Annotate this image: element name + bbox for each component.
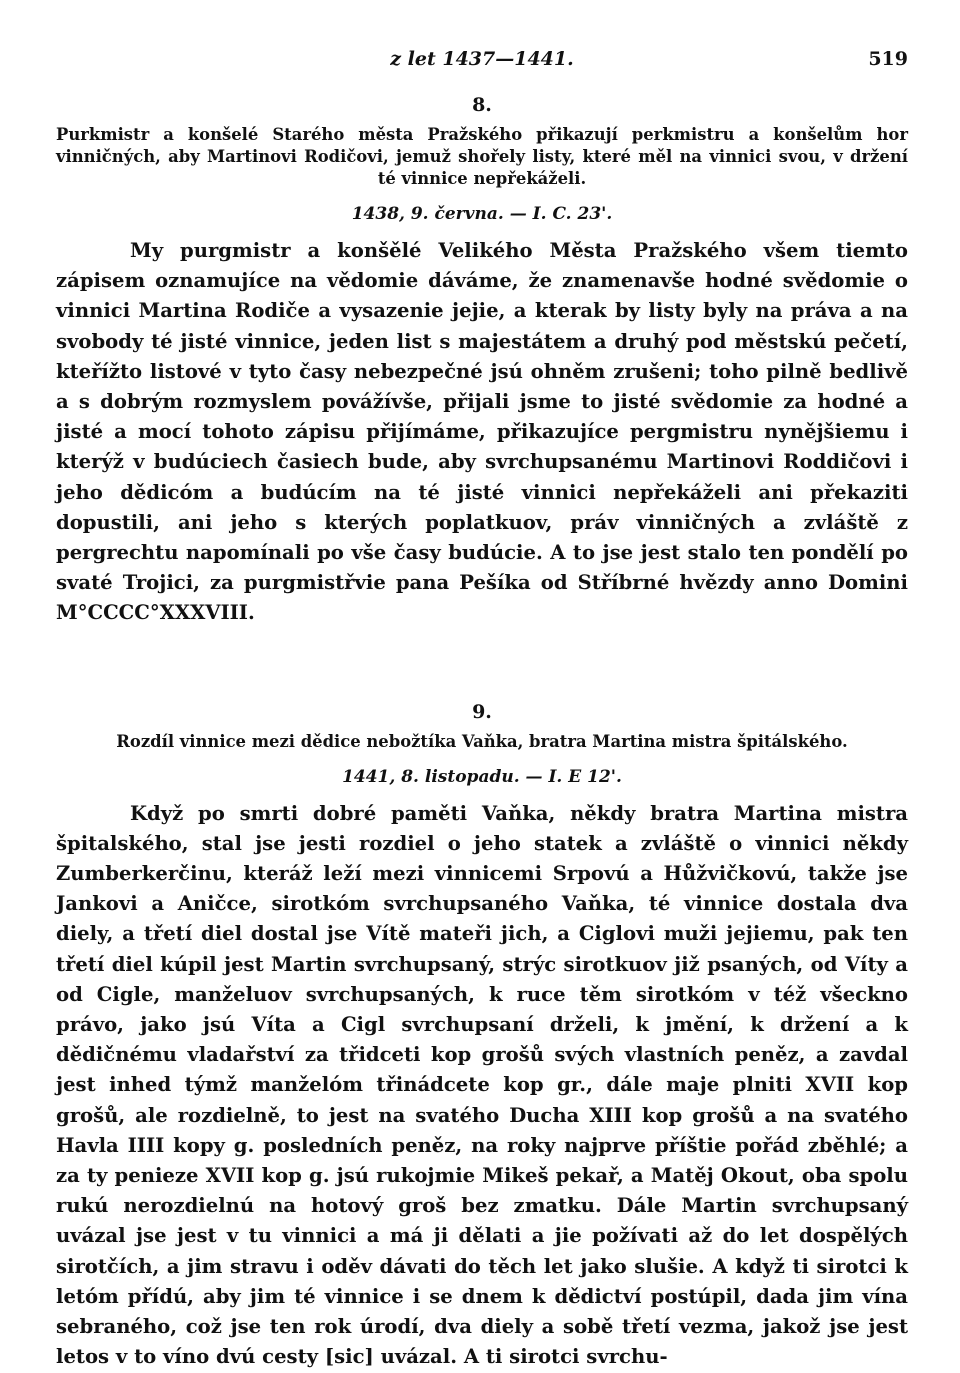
running-head	[56, 40, 908, 80]
document-text: Když po smrti dobré paměti Vaňka, někdy bratra Martina mistra špitalského, stal jse jesti rozdiel o jeho statek a zvláště o vinnici někdy Zumberkerčinu, kteráž leží mezi vinnicemi Srpovú a Hůžvičkovú, takže jse Jankovi a Aničce, sirotkóm svrchupsaného Vaňka, té vinnice dostala dva diely, a třetí diel dostal jse Vítě mateři jich, a Ciglovi muži jejiemu, pak ten třetí diel kúpil jest Martin svrchupsaný, strýc sirotkuov již psaných, od Víty a od Cigle, manželuov svrchupsaných, k ruce těm sirotkóm v též všeckno právo, jako jsú Víta a Cigl svrchupsaní drželi, k jmění, k držení a k dědičnému vladařství za třidceti kop grošů svých vlastních peněz, a zavdal jest inhed týmž manželóm třinádcete kop gr., dále maje plniti XVII kop grošů, ale rozdielně, to jest na svatého Ducha XIII kop grošů a na svatého Havla IIII kopy g. posledních peněz, na roky najprve příštie pořád zběhlé; a za ty penieze XVII kop g. jsú rukojmie Mikeš pekař, a Matěj Okout, oba spolu rukú nerozdielnú na hotový groš bez zmatku. Dále Martin svrchupsaný uvázal jse jest v tu vinnici a má ji dělati a jie požívati až do let dospělých sirotčích, a jim stravu i oděv dávati do těch let jako slušie. A když ti sirotci k letóm přídú, aby jim té vinnice i se dnem k dědictví postúpil, dada jim vína sebraného, což jse ten rok úrodí, dva diely a sobě třetí vezma, jakož jse jest letos v to víno dvú cesty [sic] uvázal. A ti sirotci svrchu-	[56, 801, 908, 1369]
running-title: z let 1437—1441.	[390, 48, 574, 70]
document-9	[56, 701, 908, 1373]
section-spacer	[56, 629, 908, 687]
document-page	[56, 40, 908, 1373]
document-number: 8.	[472, 94, 492, 116]
document-text: My purgmistr a konšělé Velikého Města Pražského všem tiemto zápisem oznamujíce na vědomie dáváme, že znamenavše hodné svědomie o vinnici Martina Rodiče a vysazenie jejie, a kterak by listy byly na práva a na svobody té jisté vinnice, jeden list s majestátem a druhý pod městskú pečetí, kteřížto listové v tyto časy nebezpečné jsú ohněm zrušeni; toho pilně bedlivě a s dobrým rozmyslem povážívše, přijali jsme to jisté svědomie za hodné a jisté a mocí tohoto zápisu přijímáme, přikazujíce pergmistru nynějšiemu i kterýž v budúciech časiech bude, aby svrchupsanému Martinovi Roddičovi i jeho dědicóm a budúcím na té jisté vinnici nepřekáželi ani překaziti dopustili, ani jeho s kterých poplatkuov, práv vinničných a zvláště z pergrechtu napomínali po vše časy budúcie. A to jse jest stalo ten pondělí po svaté Trojici, za purgmistřvie pana Pešíka od Stříbrné hvězdy anno Domini M°CCCC°XXXVIII.	[56, 239, 908, 625]
document-regest: Rozdíl vinnice mezi dědice nebožtíka Vaňka, bratra Martina mistra špitálského.	[116, 731, 848, 751]
document-dateline: 1441, 8. listopadu. — I. E 12'.	[342, 766, 622, 787]
document-8	[56, 94, 908, 629]
document-number: 9.	[472, 700, 492, 723]
page-number: 519	[868, 48, 908, 70]
document-dateline: 1438, 9. června. — I. C. 23'.	[351, 204, 613, 224]
document-regest: Purkmistr a konšelé Starého města Pražského přikazují perkmistru a konšelům hor vinničných, aby Martinovi Rodičovi, jemuž shořely listy, které měl na vinnici svou, v držení té vinnice nepřekáželi.	[56, 125, 908, 188]
